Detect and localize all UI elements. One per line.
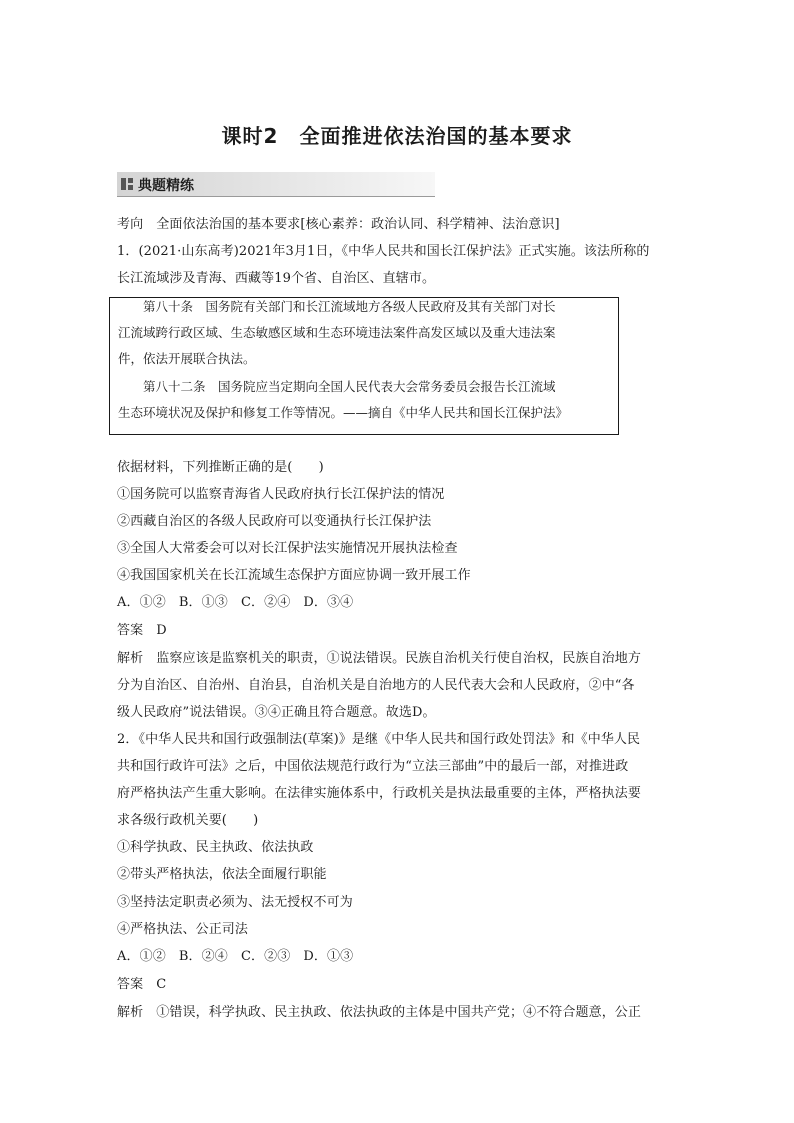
q2-stem-line: 府严格执法产生重大影响。在法律实施体系中，行政机关是执法最重要的主体，严格执法要 bbox=[117, 786, 642, 801]
q2-choices: A．①② B．②④ C．②③ D．①③ bbox=[117, 949, 354, 964]
q1-material-box bbox=[109, 297, 619, 435]
q1-option: ②西藏自治区的各级人民政府可以变通执行长江保护法 bbox=[117, 514, 432, 529]
q2-option: ③坚持法定职责必须为、法无授权不可为 bbox=[117, 895, 353, 910]
q1-option: ③全国人大常委会可以对长江保护法实施情况开展执法检查 bbox=[117, 541, 458, 556]
q1-prompt: 依据材料，下列推断正确的是( ) bbox=[117, 460, 324, 475]
material-line: 第八十二条 国务院应当定期向全国人民代表大会常务委员会报告长江流域 bbox=[143, 379, 556, 394]
q1-choices: A．①② B．①③ C．②④ D．③④ bbox=[117, 595, 354, 610]
q2-option: ②带头严格执法，依法全面履行职能 bbox=[117, 867, 327, 882]
q2-stem-line: 2．《中华人民共和国行政强制法(草案)》是继《中华人民共和国行政处罚法》和《中华人民 bbox=[117, 732, 641, 747]
q2-stem-line: 求各级行政机关要( ) bbox=[117, 813, 259, 828]
material-line: 第八十条 国务院有关部门和长江流域地方各级人民政府及其有关部门对长 bbox=[143, 299, 556, 314]
q2-option: ①科学执政、民主执政、依法执政 bbox=[117, 840, 314, 855]
q2-analysis-line: 解析 ①错误，科学执政、民主执政、依法执政的主体是中国共产党；④不符合题意，公正 bbox=[117, 1005, 642, 1020]
section-label: 典题精练 bbox=[138, 178, 194, 194]
page-title: 课时2 全面推进依法治国的基本要求 bbox=[221, 124, 573, 148]
q1-answer: 答案 D bbox=[117, 623, 167, 638]
q1-stem-line: 1．(2021·山东高考)2021年3月1日，《中华人民共和国长江保护法》正式实施。该法所称的 bbox=[117, 244, 650, 259]
section-header bbox=[117, 172, 435, 197]
q1-analysis-line: 解析 监察应该是监察机关的职责，①说法错误。民族自治机关行使自治权，民族自治地方 bbox=[117, 651, 642, 666]
material-line: 江流域跨行政区域、生态敏感区域和生态环境违法案件高发区域以及重大违法案 bbox=[118, 325, 556, 340]
topic-line: 考向 全面依法治国的基本要求[核心素养：政治认同、科学精神、法治意识] bbox=[117, 217, 560, 232]
q2-answer: 答案 C bbox=[117, 977, 167, 992]
q1-option: ④我国国家机关在长江流域生态保护方面应协调一致开展工作 bbox=[117, 568, 471, 583]
material-line: 生态环境状况及保护和修复工作等情况。——摘自《中华人民共和国长江保护法》 bbox=[118, 405, 569, 420]
q1-option: ①国务院可以监察青海省人民政府执行长江保护法的情况 bbox=[117, 487, 445, 502]
q1-stem-line: 长江流域涉及青海、西藏等19个省、自治区、直辖市。 bbox=[117, 271, 436, 286]
q1-analysis-line: 级人民政府”说法错误。③④正确且符合题意。故选D。 bbox=[117, 705, 436, 720]
q2-stem-line: 共和国行政许可法》之后，中国依法规范行政行为“立法三部曲”中的最后一部，对推进政 bbox=[117, 759, 629, 774]
q1-analysis-line: 分为自治区、自治州、自治县，自治机关是自治地方的人民代表大会和人民政府，②中“各 bbox=[117, 678, 635, 693]
q2-option: ④严格执法、公正司法 bbox=[117, 922, 249, 937]
material-line: 件，依法开展联合执法。 bbox=[118, 351, 256, 366]
section-marker-icon bbox=[121, 178, 133, 190]
